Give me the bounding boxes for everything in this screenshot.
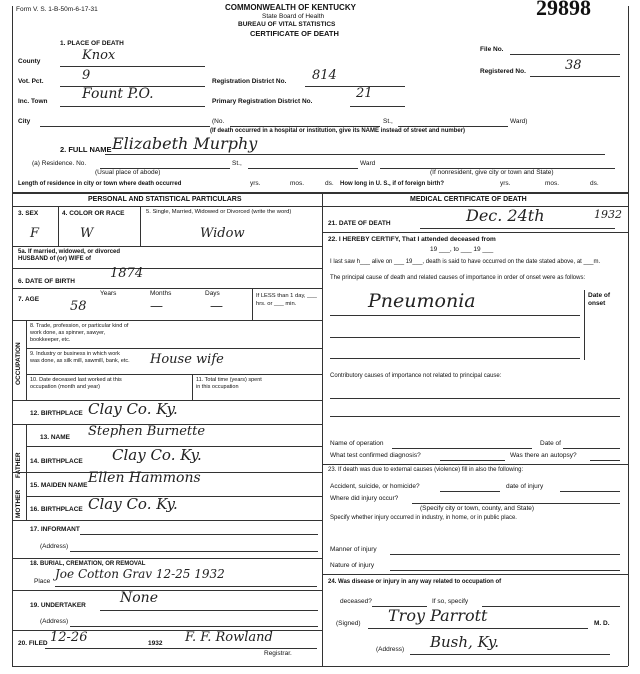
how-long-us-label: How long in U. S., if of foreign birth? bbox=[340, 181, 444, 187]
nature-label: Nature of injury bbox=[330, 562, 375, 569]
informant-address-label: (Address) bbox=[40, 543, 69, 550]
physician-signature: Troy Parrott bbox=[388, 606, 488, 625]
filed-year: 1932 bbox=[148, 640, 163, 647]
father-birthplace-value: Clay Co. Ky. bbox=[112, 446, 202, 464]
city-no-label: (No. bbox=[212, 118, 225, 125]
usual-place-note: (Usual place of abode) bbox=[95, 169, 161, 176]
operation-label: Name of operation bbox=[330, 440, 384, 447]
undertaker-label: 19. UNDERTAKER bbox=[30, 602, 86, 609]
residence-ward-label: Ward bbox=[360, 160, 376, 167]
deceased-label: deceased? bbox=[340, 598, 372, 605]
bottom-border bbox=[12, 666, 628, 667]
accident-label: Accident, suicide, or homicide? bbox=[330, 483, 420, 490]
days-label: Days bbox=[205, 290, 220, 297]
autopsy-label: Was there an autopsy? bbox=[510, 452, 577, 459]
maiden-value: Ellen Hammons bbox=[88, 470, 201, 486]
board-subheading: State Board of Health bbox=[262, 13, 325, 20]
full-name-label: 2. FULL NAME bbox=[60, 145, 112, 154]
form-id: Form V. S. 1-B-50m-6-17-31 bbox=[16, 6, 98, 13]
medical-section-title: MEDICAL CERTIFICATE OF DEATH bbox=[410, 196, 527, 203]
months-label: Months bbox=[150, 290, 172, 297]
length-residence-label: Length of residence in city or town where death occurred bbox=[18, 181, 182, 187]
certificate-title: CERTIFICATE OF DEATH bbox=[250, 29, 339, 38]
inc-town-value: Fount P.O. bbox=[82, 86, 154, 102]
us-yrs: yrs. bbox=[500, 180, 511, 187]
registered-no-value: 38 bbox=[565, 58, 582, 73]
cause-label: The principal cause of death and related causes of importance in order of onset were as follows: bbox=[330, 275, 586, 281]
us-ds: ds. bbox=[590, 180, 599, 187]
marital-value: Widow bbox=[200, 226, 245, 241]
commonwealth-heading: COMMONWEALTH OF KENTUCKY bbox=[225, 3, 356, 12]
length-mos: mos. bbox=[290, 180, 305, 187]
filed-label: 20. FILED bbox=[18, 640, 48, 647]
mother-side-label: MOTHER bbox=[15, 489, 22, 518]
burial-value: Joe Cotton Grav 12-25 1932 bbox=[55, 567, 225, 581]
city-ward-label: Ward) bbox=[510, 118, 528, 125]
registrar-signature: F. F. Rowland bbox=[185, 630, 273, 645]
place-of-death-label: 1. PLACE OF DEATH bbox=[60, 40, 124, 47]
father-side-label: FATHER bbox=[15, 452, 22, 478]
specify-industry-note: Specify whether injury occurred in industry, in home, or in public place. bbox=[330, 515, 517, 521]
length-yrs: yrs. bbox=[250, 180, 261, 187]
if-so-label: If so, specify bbox=[432, 598, 469, 605]
hospital-note: (If death occurred in a hospital or institution, give its NAME instead of street and number) bbox=[210, 128, 466, 134]
contributory-label: Contributory causes of importance not related to principal cause: bbox=[330, 373, 502, 379]
disease-related-label: 24. Was disease or injury in any way related to occupation of bbox=[328, 579, 502, 585]
manner-label: Manner of injury bbox=[330, 546, 377, 553]
bureau-subheading: BUREAU OF VITAL STATISTICS bbox=[238, 21, 336, 28]
full-name-value: Elizabeth Murphy bbox=[112, 134, 258, 153]
cause-value: Pneumonia bbox=[368, 290, 476, 312]
saw-alive-text: I last saw h___ alive on ___ 19___, death is said to have occurred on the date stated above, at ___m. bbox=[330, 259, 601, 265]
file-no-label: File No. bbox=[480, 46, 504, 53]
years-label: Years bbox=[100, 290, 117, 297]
sex-label: 3. SEX bbox=[18, 210, 39, 217]
specify-city-note: (Specify city or town, county, and State) bbox=[420, 505, 535, 512]
vot-pct-value: 9 bbox=[82, 68, 91, 83]
registrar-label: Registrar. bbox=[264, 650, 292, 657]
undertaker-value: None bbox=[120, 590, 158, 606]
age-value: 58 bbox=[70, 299, 87, 314]
diagnosis-label: What test confirmed diagnosis? bbox=[330, 452, 421, 459]
mother-birthplace-label: 16. BIRTHPLACE bbox=[30, 506, 83, 513]
mother-birthplace-value: Clay Co. Ky. bbox=[88, 495, 178, 513]
certificate-stamp-number: 29898 bbox=[536, 0, 591, 20]
date-of-death-value: Dec. 24th bbox=[466, 206, 545, 225]
registered-no-label: Registered No. bbox=[480, 68, 526, 75]
date-of-label: Date of bbox=[540, 440, 561, 447]
birthplace-value: Clay Co. Ky. bbox=[88, 400, 178, 418]
left-border bbox=[12, 6, 13, 666]
age-days-value: — bbox=[210, 299, 223, 314]
birthplace-label: 12. BIRTHPLACE bbox=[30, 410, 83, 417]
county-label: County bbox=[18, 58, 41, 65]
right-border bbox=[628, 6, 629, 666]
date-injury-label: date of injury bbox=[506, 483, 544, 490]
nonresident-note: (If nonresident, give city or town and State) bbox=[430, 169, 554, 176]
burial-label: 18. BURIAL, CREMATION, OR REMOVAL bbox=[30, 561, 146, 567]
total-time-label: 11. Total time (years) spent in this occupation bbox=[196, 377, 262, 390]
undertaker-address-label: (Address) bbox=[40, 618, 69, 625]
informant-label: 17. INFORMANT bbox=[30, 526, 80, 533]
county-value: Knox bbox=[82, 48, 116, 63]
occupation-side-label: OCCUPATION bbox=[15, 342, 22, 385]
trade-label: 8. Trade, profession, or particular kind of work done, as spinner, sawyer, bookkeeper, etc. bbox=[30, 323, 129, 343]
inc-town-label: Inc. Town bbox=[18, 98, 48, 105]
industry-label: 9. Industry or business in which work was done, as silk mill, sawmill, bank, etc. bbox=[30, 351, 130, 364]
age-months-value: — bbox=[150, 299, 163, 314]
filed-date: 12-26 bbox=[50, 630, 88, 645]
certify-label: 22. I HEREBY CERTIFY, That I attended deceased from bbox=[328, 236, 496, 243]
registration-district-value: 814 bbox=[312, 68, 337, 83]
residence-st-label: St., bbox=[232, 160, 242, 167]
us-mos: mos. bbox=[545, 180, 560, 187]
age-label: 7. AGE bbox=[18, 296, 40, 303]
where-injury-label: Where did injury occur? bbox=[330, 495, 399, 502]
city-st-label: St., bbox=[383, 118, 393, 125]
registration-district-label: Registration District No. bbox=[212, 78, 287, 85]
marital-label: 5. Single, Married, Widowed or Divorced (write the word) bbox=[146, 209, 292, 215]
date-of-death-year: 1932 bbox=[594, 208, 622, 221]
burial-place-label: Place bbox=[34, 578, 51, 585]
father-birthplace-label: 14. BIRTHPLACE bbox=[30, 458, 83, 465]
signed-label: (Signed) bbox=[336, 620, 361, 627]
column-divider bbox=[322, 192, 323, 666]
color-value: W bbox=[80, 226, 94, 241]
date-of-death-label: 21. DATE OF DEATH bbox=[328, 220, 391, 227]
industry-value: House wife bbox=[150, 352, 224, 367]
md-label: M. D. bbox=[594, 620, 610, 627]
maiden-label: 15. MAIDEN NAME bbox=[30, 482, 88, 489]
residence-label: (a) Residence. No. bbox=[32, 160, 87, 167]
physician-address-label: (Address) bbox=[376, 646, 405, 653]
certify-line-2: 19 ___, to ___ 19 ___ bbox=[430, 246, 494, 253]
personal-section-title: PERSONAL AND STATISTICAL PARTICULARS bbox=[88, 196, 242, 203]
date-worked-label: 10. Date deceased last worked at this occupation (month and year) bbox=[30, 377, 122, 390]
birth-label: 6. DATE OF BIRTH bbox=[18, 278, 75, 285]
father-name-value: Stephen Burnette bbox=[88, 424, 206, 439]
birth-value: 1874 bbox=[110, 266, 144, 281]
color-label: 4. COLOR OR RACE bbox=[62, 210, 125, 217]
father-name-label: 13. NAME bbox=[40, 434, 70, 441]
length-ds: ds. bbox=[325, 180, 334, 187]
date-of-onset-label: Date of onset bbox=[588, 292, 611, 307]
vot-pct-label: Vot. Pct. bbox=[18, 78, 44, 85]
sex-value: F bbox=[30, 226, 40, 241]
primary-registration-value: 21 bbox=[356, 86, 373, 101]
external-causes-label: 23. If death was due to external causes (violence) fill in also the following: bbox=[328, 467, 524, 473]
physician-address-value: Bush, Ky. bbox=[430, 633, 500, 651]
primary-registration-label: Primary Registration District No. bbox=[212, 98, 313, 105]
spouse-label: 5a. If married, widowed, or divorced HUSBAND of (or) WIFE of bbox=[18, 249, 121, 262]
city-label: City bbox=[18, 118, 31, 125]
less-than-day-label: If LESS than 1 day, ___ hrs. or ___ min. bbox=[256, 293, 317, 307]
